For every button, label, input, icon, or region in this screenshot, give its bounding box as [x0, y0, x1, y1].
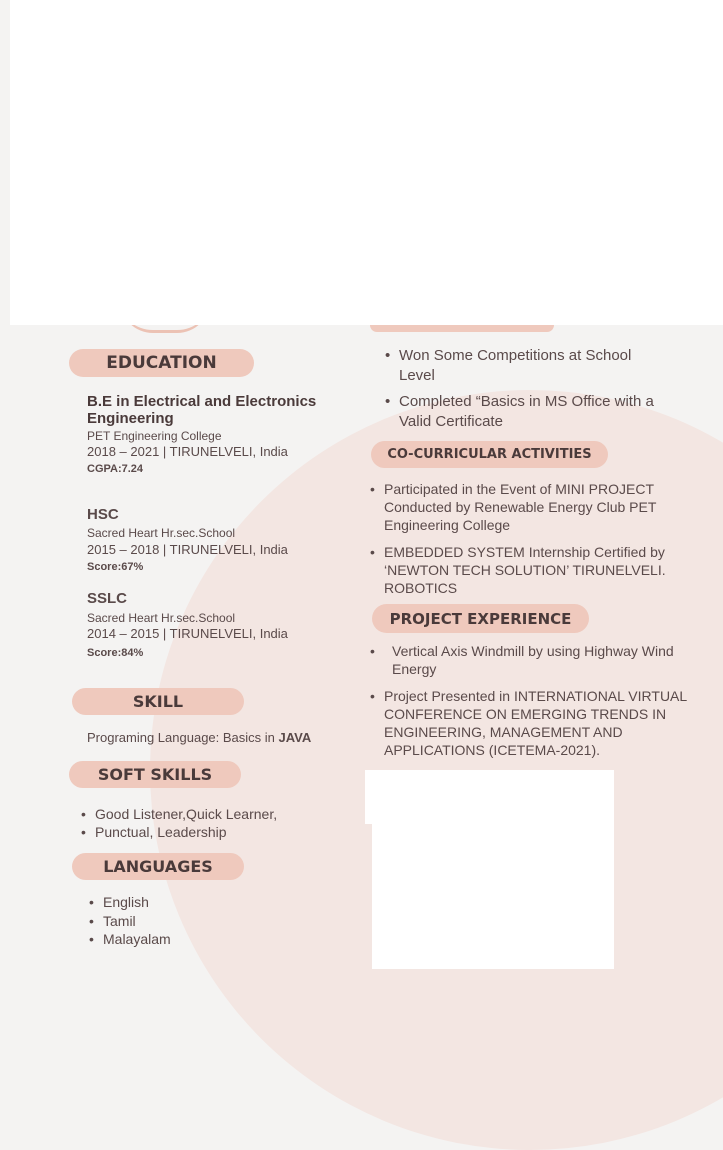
languages-list — [89, 893, 171, 949]
co-curricular-list — [370, 480, 675, 606]
list-item: • Good Listener,Quick Learner, — [81, 805, 277, 823]
redacted-header-block — [10, 0, 723, 325]
degree-score: CGPA:7.24 — [87, 463, 144, 475]
hsc-school: Sacred Heart Hr.sec.School — [87, 526, 236, 540]
sslc-title: SSLC — [87, 590, 128, 607]
skill-text-prefix: Programing Language: Basics in — [87, 730, 279, 745]
list-item: • Tamil — [89, 912, 171, 931]
list-item: • Won Some Competitions at School Level — [385, 346, 655, 386]
soft-skills-heading: SOFT SKILLS — [69, 761, 241, 788]
degree-college: PET Engineering College — [87, 429, 222, 443]
sslc-years-place: 2014 – 2015 | TIRUNELVELI, India — [87, 626, 288, 641]
co-curricular-heading: CO-CURRICULAR ACTIVITIES — [371, 441, 608, 468]
redacted-photo-block — [365, 770, 614, 824]
list-item: • Project Presented in INTERNATIONAL VIRTUAL CONFERENCE ON EMERGING TRENDS IN ENGINEERING, MANAGEMENT AND APPLICATIONS (ICETEMA-2021). — [370, 687, 690, 759]
sslc-score: Score:84% — [87, 647, 144, 659]
skill-heading: SKILL — [72, 688, 244, 715]
redacted-photo-block-lower — [372, 822, 614, 969]
skill-text-java: JAVA — [278, 730, 312, 745]
list-item: • Malayalam — [89, 930, 171, 949]
sslc-school: Sacred Heart Hr.sec.School — [87, 611, 236, 625]
degree-years-place: 2018 – 2021 | TIRUNELVELI, India — [87, 444, 288, 459]
languages-heading: LANGUAGES — [72, 853, 244, 880]
project-list — [370, 642, 690, 768]
list-item: • Punctual, Leadership — [81, 823, 277, 841]
list-item: • English — [89, 893, 171, 912]
achievements-list — [385, 346, 655, 441]
soft-skills-list — [81, 805, 277, 841]
degree-title: B.E in Electrical and Electronics Engineering — [87, 393, 317, 427]
skill-text — [87, 730, 311, 745]
hsc-years-place: 2015 – 2018 | TIRUNELVELI, India — [87, 542, 288, 557]
list-item: • EMBEDDED SYSTEM Internship Certified by ‘NEWTON TECH SOLUTION’ TIRUNELVELI. ROBOTICS — [370, 543, 675, 597]
list-item: • Vertical Axis Windmill by using Highway Wind Energy — [370, 642, 690, 678]
hsc-title: HSC — [87, 506, 119, 523]
project-experience-heading: PROJECT EXPERIENCE — [372, 604, 589, 633]
list-item: • Completed “Basics in MS Office with a Valid Certificate — [385, 392, 655, 432]
hsc-score: Score:67% — [87, 561, 144, 573]
education-heading: EDUCATION — [69, 349, 254, 377]
list-item: • Participated in the Event of MINI PROJECT Conducted by Renewable Energy Club PET Engineering College — [370, 480, 675, 534]
